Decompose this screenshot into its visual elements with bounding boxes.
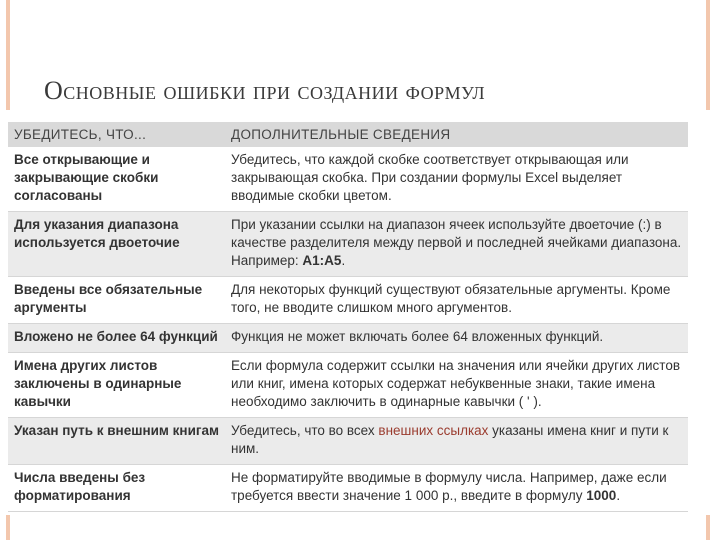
table-row	[8, 418, 688, 465]
info-text: Не форматируйте вводимые в формулу числа. Например, даже если требуется ввести значение 1 000 р., введите в формулу	[231, 470, 667, 503]
info-cell	[225, 212, 688, 277]
check-cell: Числа введены без форматирования	[8, 465, 225, 512]
check-cell: Все открывающие и закрывающие скобки согласованы	[8, 147, 225, 212]
frame-accent-right	[706, 0, 710, 110]
column-header-check: УБЕДИТЕСЬ, ЧТО...	[8, 122, 225, 147]
info-text-end: указаны имена книг и пути к ним.	[231, 423, 669, 456]
slide-title: Основные ошибки при создании формул	[44, 76, 486, 105]
info-cell	[225, 465, 688, 512]
check-cell: Для указания диапазона используется двоеточие	[8, 212, 225, 277]
info-cell: Функция не может включать более 64 вложенных функций.	[225, 324, 688, 353]
frame-accent-left	[6, 0, 10, 110]
table-row	[8, 277, 688, 324]
frame-accent-left-bottom	[6, 515, 10, 540]
table-row	[8, 465, 688, 512]
table-header-row	[8, 122, 688, 147]
table-row	[8, 324, 688, 353]
check-cell: Имена других листов заключены в одинарные кавычки	[8, 353, 225, 418]
info-example: 1000	[586, 488, 617, 503]
table-row	[8, 212, 688, 277]
check-cell: Указан путь к внешним книгам	[8, 418, 225, 465]
check-cell: Введены все обязательные аргументы	[8, 277, 225, 324]
column-header-info: ДОПОЛНИТЕЛЬНЫЕ СВЕДЕНИЯ	[225, 122, 688, 147]
errors-table	[8, 122, 688, 512]
table-row	[8, 353, 688, 418]
info-text: Убедитесь, что во всех	[231, 423, 379, 438]
table-row	[8, 147, 688, 212]
info-cell: Убедитесь, что каждой скобке соответствует открывающая или закрывающая скобка. При создании формулы Excel выделяет вводимые скобки цветом.	[225, 147, 688, 212]
info-example: A1:A5	[302, 253, 342, 268]
info-text-end: .	[616, 488, 621, 503]
info-text: При указании ссылки на диапазон ячеек используйте двоеточие (:) в качестве разделителя между первой и последней ячейками диапазона. Например:	[231, 217, 682, 268]
info-text-end: .	[341, 253, 346, 268]
info-cell	[225, 418, 688, 465]
info-cell: Для некоторых функций существуют обязательные аргументы. Кроме того, не вводите слишком много аргументов.	[225, 277, 688, 324]
info-cell: Если формула содержит ссылки на значения или ячейки других листов или книг, имена которых содержат небуквенные знаки, такие имена необходимо заключить в одинарные кавычки ( ' ).	[225, 353, 688, 418]
frame-accent-right-bottom	[706, 515, 710, 540]
external-links-link[interactable]: внешних ссылках	[378, 423, 489, 438]
check-cell: Вложено не более 64 функций	[8, 324, 225, 353]
